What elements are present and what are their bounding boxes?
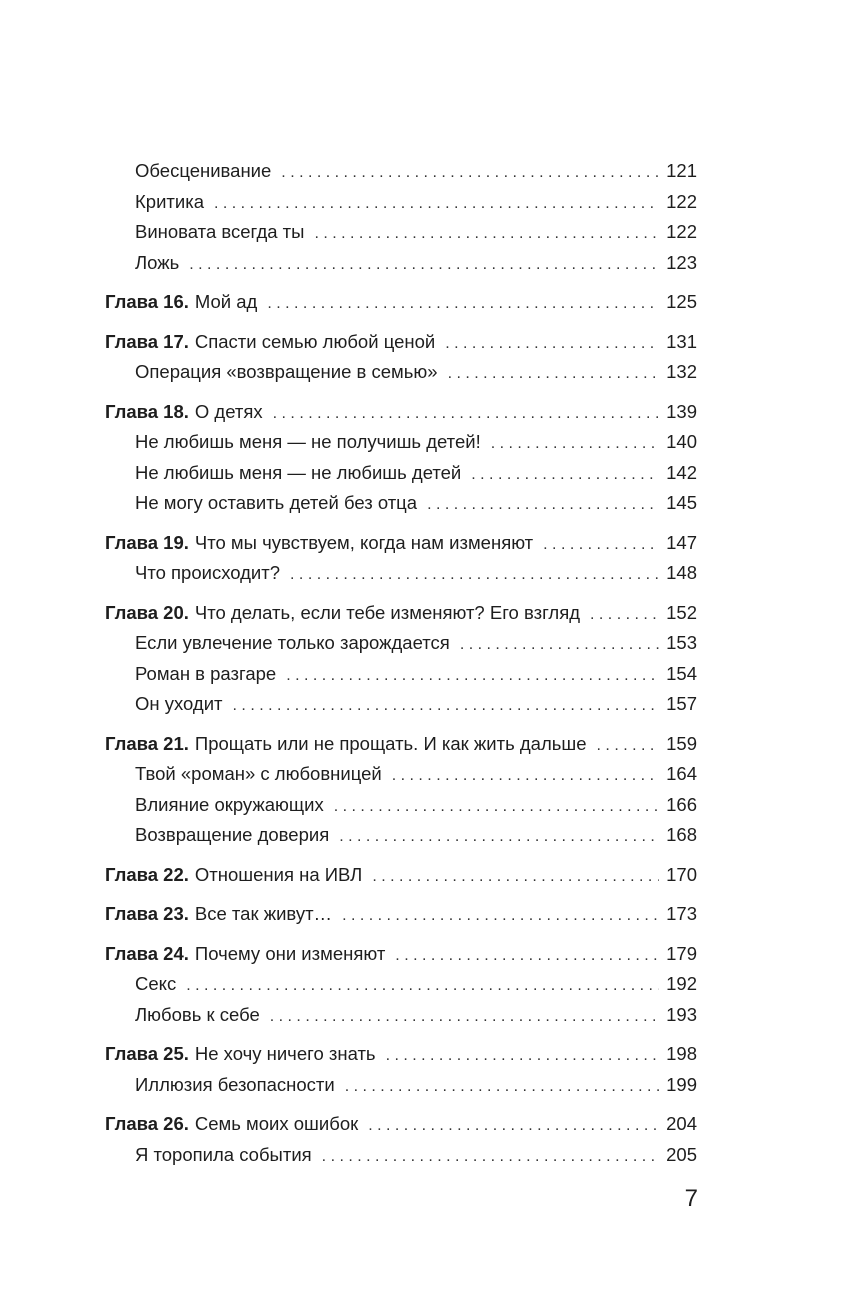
- entry-title: [105, 427, 481, 458]
- entry-page-number: 154: [666, 662, 697, 684]
- entry-title: [105, 969, 176, 1000]
- entry-title: [105, 357, 438, 388]
- chapter-label: Глава 23.: [105, 903, 189, 924]
- entry-title-text: Я торопила события: [135, 1143, 312, 1165]
- entry-title: [105, 287, 257, 318]
- toc-chapter-entry: [105, 1039, 697, 1070]
- entry-title-text: Все так живут…: [194, 903, 333, 924]
- entry-page-number: 192: [666, 973, 697, 994]
- dot-leader: [334, 792, 659, 823]
- toc-section-entry: [105, 156, 697, 187]
- entry-page-number: 173: [666, 903, 697, 924]
- entry-title: [105, 558, 280, 589]
- entry-page-number: 142: [666, 461, 697, 483]
- entry-page-number: 132: [666, 361, 697, 382]
- dot-leader: [270, 1002, 659, 1033]
- entry-title-text: Твой «роман» с любовницей: [135, 763, 382, 784]
- toc-chapter-entry: [105, 528, 697, 559]
- entry-title-text: Он уходит: [135, 693, 223, 714]
- toc-chapter-entry: [105, 327, 697, 358]
- dot-leader: [273, 399, 659, 430]
- entry-title-text: Не могу оставить детей без отца: [135, 492, 418, 513]
- entry-title: [105, 1070, 335, 1101]
- toc-chapter-entry: [105, 939, 697, 970]
- entry-title-text: Что мы чувствуем, когда нам изменяют: [194, 531, 534, 553]
- entry-title-text: Любовь к себе: [135, 1003, 260, 1025]
- entry-page-number: 179: [666, 942, 697, 964]
- dot-leader: [372, 862, 659, 893]
- entry-title-text: О детях: [194, 400, 263, 422]
- entry-title-text: Влияние окружающих: [135, 793, 324, 815]
- entry-title-text: Ложь: [135, 251, 180, 273]
- toc-section-entry: [105, 558, 697, 589]
- entry-title: [105, 820, 329, 851]
- dot-leader: [286, 661, 659, 692]
- toc-section-entry: [105, 659, 697, 690]
- entry-page-number: 157: [666, 693, 697, 714]
- toc-section-entry: [105, 1000, 697, 1031]
- entry-title: [105, 156, 271, 187]
- entry-page-number: 145: [666, 492, 697, 513]
- toc-chapter-entry: [105, 397, 697, 428]
- entry-title-text: Возвращение доверия: [135, 824, 330, 845]
- entry-title-text: Почему они изменяют: [194, 942, 386, 964]
- dot-leader: [314, 219, 659, 250]
- toc-section-entry: [105, 357, 697, 388]
- entry-title-text: Спасти семью любой ценой: [194, 330, 436, 352]
- toc-section-entry: [105, 759, 697, 790]
- chapter-label: Глава 26.: [105, 1113, 189, 1134]
- entry-title: [105, 1039, 376, 1070]
- entry-title-text: Прощать или не прощать. И как жить дальше: [194, 732, 587, 754]
- toc-chapter-entry: [105, 287, 697, 318]
- entry-title: [105, 458, 461, 489]
- entry-page-number: 131: [666, 330, 697, 352]
- toc-chapter-entry: [105, 899, 697, 930]
- entry-page-number: 147: [666, 531, 697, 553]
- dot-leader: [290, 560, 659, 591]
- dot-leader: [322, 1142, 659, 1173]
- entry-title-text: Не любишь меня — не любишь детей: [135, 461, 462, 483]
- entry-title: [105, 1109, 358, 1140]
- entry-title: [105, 659, 276, 690]
- chapter-label: Глава 19.: [105, 531, 189, 553]
- toc-section-entry: [105, 689, 697, 720]
- entry-page-number: 193: [666, 1003, 697, 1025]
- entry-title: [105, 488, 417, 519]
- entry-page-number: 125: [666, 291, 697, 312]
- dot-leader: [281, 158, 659, 189]
- dot-leader: [395, 941, 659, 972]
- toc-section-entry: [105, 820, 697, 851]
- entry-title: [105, 860, 362, 891]
- table-of-contents: [105, 156, 697, 1170]
- chapter-label: Глава 18.: [105, 400, 189, 422]
- toc-chapter-entry: [105, 860, 697, 891]
- toc-chapter-entry: [105, 1109, 697, 1140]
- entry-title: [105, 217, 304, 248]
- page-number: 7: [684, 1185, 698, 1212]
- entry-title: [105, 689, 223, 720]
- entry-title-text: Роман в разгаре: [135, 662, 277, 684]
- entry-page-number: 159: [666, 732, 697, 754]
- dot-leader: [339, 822, 659, 853]
- entry-title: [105, 248, 179, 279]
- toc-section-entry: [105, 969, 697, 1000]
- toc-section-entry: [105, 1140, 697, 1171]
- dot-leader: [491, 429, 659, 460]
- dot-leader: [214, 189, 659, 220]
- entry-page-number: 122: [666, 221, 697, 242]
- entry-title: [105, 598, 580, 629]
- entry-title: [105, 187, 204, 218]
- entry-page-number: 148: [666, 562, 697, 583]
- entry-page-number: 199: [666, 1073, 697, 1095]
- entry-title-text: Не хочу ничего знать: [194, 1043, 376, 1064]
- entry-title: [105, 790, 324, 821]
- entry-title-text: Отношения на ИВЛ: [194, 863, 363, 885]
- entry-title: [105, 628, 450, 659]
- entry-title: [105, 1140, 312, 1171]
- toc-section-entry: [105, 427, 697, 458]
- toc-section-entry: [105, 217, 697, 248]
- dot-leader: [345, 1072, 659, 1103]
- entry-title: [105, 1000, 260, 1031]
- entry-title: [105, 327, 435, 358]
- chapter-label: Глава 24.: [105, 942, 189, 964]
- dot-leader: [543, 530, 659, 561]
- entry-title: [105, 899, 332, 930]
- entry-page-number: 122: [666, 190, 697, 212]
- dot-leader: [368, 1111, 659, 1142]
- entry-page-number: 168: [666, 824, 697, 845]
- entry-page-number: 121: [666, 160, 697, 181]
- entry-title-text: Виновата всегда ты: [135, 221, 305, 242]
- entry-title-text: Обесценивание: [135, 160, 272, 181]
- toc-section-entry: [105, 628, 697, 659]
- dot-leader: [427, 490, 659, 521]
- toc-chapter-entry: [105, 598, 697, 629]
- entry-title: [105, 729, 587, 760]
- dot-leader: [597, 731, 659, 762]
- toc-section-entry: [105, 248, 697, 279]
- entry-page-number: 204: [666, 1113, 697, 1134]
- toc-section-entry: [105, 458, 697, 489]
- dot-leader: [186, 971, 659, 1002]
- toc-section-entry: [105, 488, 697, 519]
- dot-leader: [189, 250, 659, 281]
- entry-title: [105, 759, 382, 790]
- entry-page-number: 153: [666, 632, 697, 653]
- entry-title-text: Не любишь меня — не получишь детей!: [135, 431, 481, 452]
- dot-leader: [590, 600, 659, 631]
- entry-page-number: 140: [666, 431, 697, 452]
- entry-title-text: Иллюзия безопасности: [135, 1073, 335, 1095]
- chapter-label: Глава 21.: [105, 732, 189, 754]
- entry-title: [105, 397, 263, 428]
- toc-chapter-entry: [105, 729, 697, 760]
- dot-leader: [233, 691, 659, 722]
- entry-title-text: Критика: [135, 190, 204, 212]
- dot-leader: [460, 630, 659, 661]
- entry-page-number: 164: [666, 763, 697, 784]
- entry-title-text: Что делать, если тебе изменяют? Его взгляд: [194, 601, 581, 623]
- dot-leader: [267, 289, 659, 320]
- entry-title-text: Семь моих ошибок: [194, 1113, 359, 1134]
- entry-page-number: 139: [666, 400, 697, 422]
- entry-page-number: 152: [666, 601, 697, 623]
- dot-leader: [392, 761, 659, 792]
- entry-title: [105, 939, 385, 970]
- entry-page-number: 166: [666, 793, 697, 815]
- entry-title-text: Если увлечение только зарождается: [135, 632, 450, 653]
- entry-title: [105, 528, 533, 559]
- entry-page-number: 198: [666, 1043, 697, 1064]
- dot-leader: [448, 359, 659, 390]
- chapter-label: Глава 25.: [105, 1043, 189, 1064]
- entry-page-number: 123: [666, 251, 697, 273]
- entry-title-text: Секс: [135, 973, 177, 994]
- entry-title-text: Операция «возвращение в семью»: [135, 361, 438, 382]
- chapter-label: Глава 17.: [105, 330, 189, 352]
- entry-title-text: Мой ад: [194, 291, 258, 312]
- toc-section-entry: [105, 790, 697, 821]
- dot-leader: [386, 1041, 659, 1072]
- dot-leader: [471, 460, 659, 491]
- entry-page-number: 205: [666, 1143, 697, 1165]
- chapter-label: Глава 22.: [105, 863, 189, 885]
- entry-title-text: Что происходит?: [135, 562, 281, 583]
- chapter-label: Глава 16.: [105, 291, 189, 312]
- dot-leader: [445, 329, 659, 360]
- dot-leader: [342, 901, 659, 932]
- toc-section-entry: [105, 1070, 697, 1101]
- entry-page-number: 170: [666, 863, 697, 885]
- chapter-label: Глава 20.: [105, 601, 189, 623]
- toc-section-entry: [105, 187, 697, 218]
